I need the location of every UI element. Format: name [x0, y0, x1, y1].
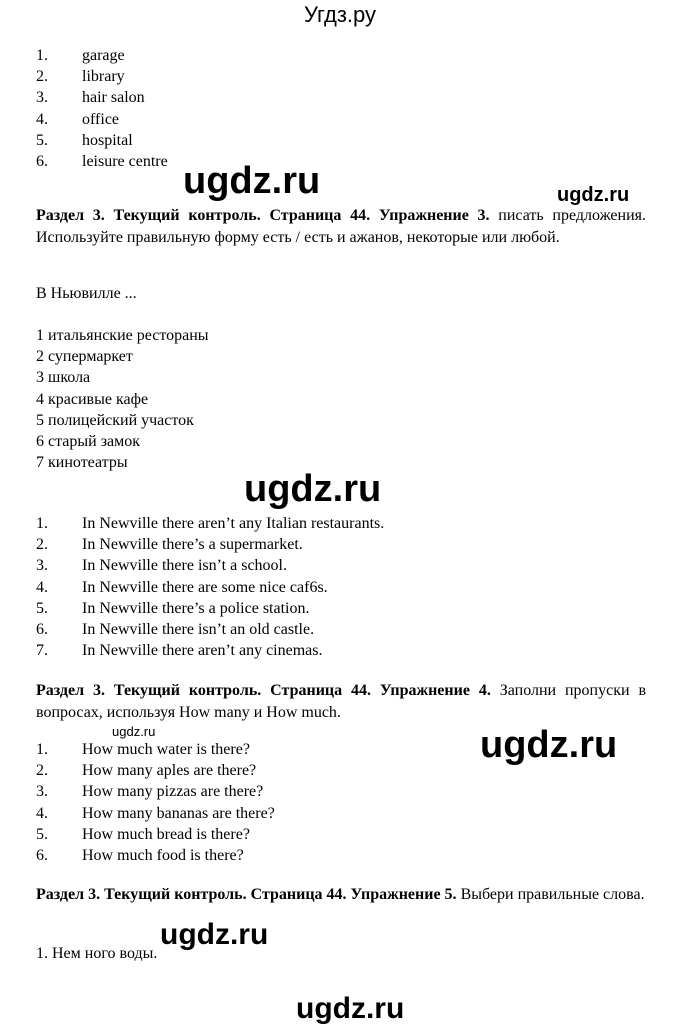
list-item: 1 итальянские рестораны — [36, 327, 209, 344]
site-title: Угдз.ру — [303, 2, 377, 27]
task3-heading: Раздел 3. Текущий контроль. Страница 44. Упражнение 3. — [36, 207, 490, 224]
list-item: 2 супермаркет — [36, 348, 133, 366]
list-item: 7. In Newville there aren’t any cinemas. — [36, 642, 323, 660]
watermark: ugdz.ru — [557, 184, 630, 206]
watermark: ugdz.ru — [296, 992, 405, 1025]
list-item: 5. How much bread is there? — [36, 825, 250, 843]
list-item: 1. garage — [36, 47, 125, 64]
watermark: ugdz.ru — [480, 724, 618, 766]
task4-paragraph — [36, 680, 646, 724]
task3-ru-list — [36, 325, 209, 473]
list-item: 5. In Newville there’s a police station. — [36, 599, 310, 617]
task5-paragraph — [36, 884, 646, 906]
task5-instruction: Выбери правильные слова. — [460, 886, 645, 903]
list-item: 4. In Newville there are some nice caf6s. — [36, 578, 328, 596]
list-item: 2. library — [36, 68, 125, 86]
task3-intro: В Ньювилле ... — [36, 285, 137, 302]
list-item: 6. How much food is there? — [36, 846, 244, 864]
task3-instruction: писать предложения. Используйте правильную форму есть / есть и ажанов, некоторые или любой. — [36, 207, 647, 246]
task5-line: 1. Нем ного воды. — [36, 945, 158, 962]
list-item: 4 красивые кафе — [36, 390, 149, 408]
list-item: 3. In Newville there isn’t a school. — [36, 557, 287, 575]
list-item: 2. How many aples are there? — [36, 762, 257, 780]
list-item: 6. leisure centre — [36, 152, 168, 170]
list-item: 5. hospital — [36, 131, 133, 149]
task4-answers — [36, 739, 275, 866]
list-item: 1. How much water is there? — [36, 741, 250, 758]
watermark: ugdz.ru — [160, 918, 269, 951]
watermark: ugdz.ru — [112, 724, 156, 739]
task5-heading: Раздел 3. Текущий контроль. Страница 44. Упражнение 5. — [36, 886, 457, 903]
list-item: 6 старый замок — [36, 432, 141, 450]
task3-answers — [36, 513, 384, 661]
list-item: 4. How many bananas are there? — [36, 804, 275, 822]
list-item: 7 кинотеатры — [36, 454, 128, 472]
list-item: 6. In Newville there isn’t an old castle. — [36, 620, 315, 638]
list-item: 4. office — [36, 110, 120, 128]
list-item: 3. How many pizzas are there? — [36, 783, 264, 801]
list-item: 3 школа — [36, 369, 91, 387]
task4-instruction: Заполни пропуски в вопросах, используя How many и How much. — [36, 682, 647, 721]
list-item: 5 полицейский участок — [36, 411, 194, 429]
list-item: 3. hair salon — [36, 89, 145, 107]
task4-heading: Раздел 3. Текущий контроль. Страница 44. Упражнение 4. — [36, 682, 491, 699]
watermark: ugdz.ru — [183, 160, 321, 202]
task3-paragraph — [36, 205, 646, 249]
list-item: 1. In Newville there aren’t any Italian restaurants. — [36, 515, 385, 532]
watermark: ugdz.ru — [244, 468, 382, 510]
list-item: 2. In Newville there’s a supermarket. — [36, 536, 303, 554]
word-list — [36, 45, 168, 172]
